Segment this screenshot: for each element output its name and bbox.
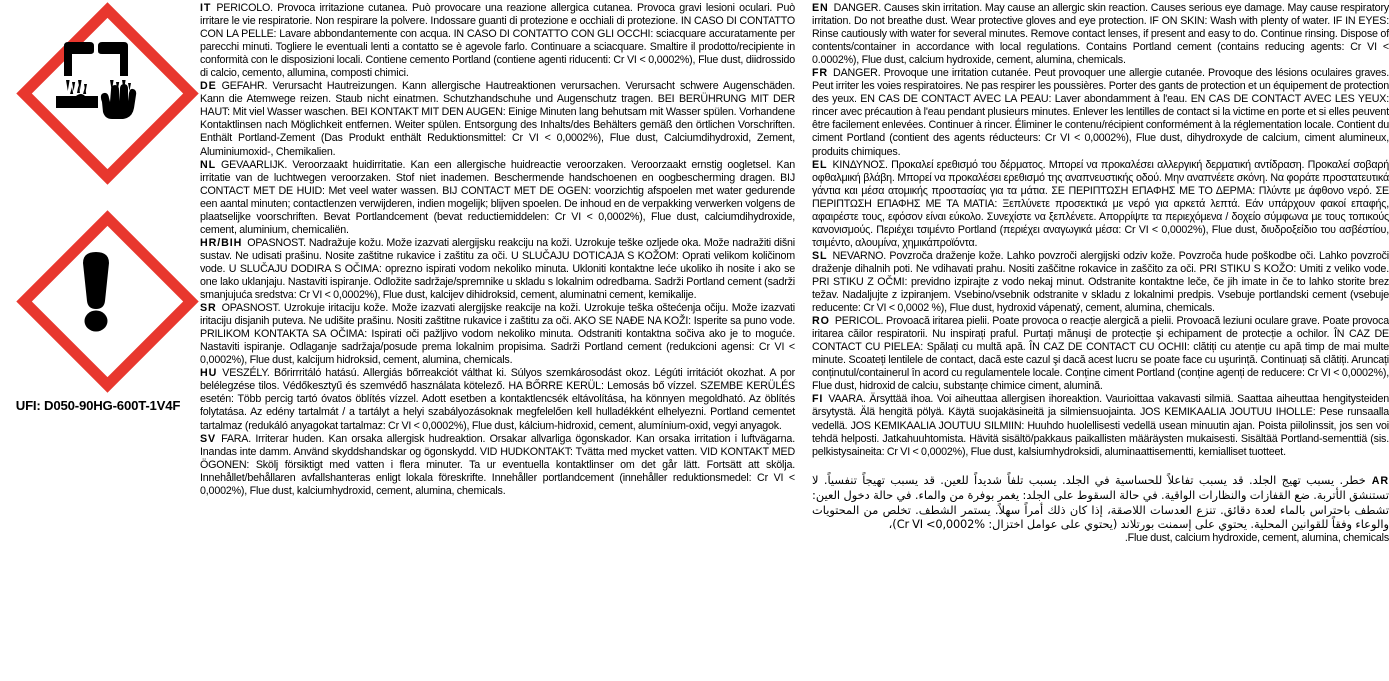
language-text-fr: DANGER. Provoque une irritation cutanée. Peut provoquer une allergie cutanée. Provoque des lésions oculaires graves. Peut irriter les voies respiratoires. Ne pas respirer les poussières. Porter des gants de protection et un équipement de protection des yeux. EN CAS DE CONTACT AVEC LA PEAU: Laver abondamment à l'eau. EN CAS DE CONTACT AVEC LES YEUX: rincer avec précaution à l'eau pendant plusieurs minutes. Enlever les lentilles de contact si la victime en porte et si elles peuvent être facilement enlevées. Continuer à rincer. Éliminer le contenu/récipient conformément à la réglementation locale. Contient du ciment Portland (contient des agents réducteurs: Cr VI < 0,0002%), Flue dust, dihydroxyde de calcium, ciment alumineux, produits chimiques. [812,67,1389,158]
language-text-hr-bih: OPASNOST. Nadražuje kožu. Može izazvati alergijsku reakciju na koži. Uzrokuje teške ozljede oka. Može nadražiti dišni sustav. Ne udisati prašinu. Nosite zaštitne rukavice i zaštitu za oči. U SLUČAJU DOTICAJA S KOŽOM: Oprati velikom količinom vode. U SLUČAJU DODIRA S OČIMA: oprezno ispirati vodom nekoliko minuta. Ukloniti kontaktne leće ukoliko ih nosite i ako se one lako uklanjaju. Nastaviti ispiranje. Odložite sadržaje/spremnike u skladu s lokalnim odredbama. Sadrži Portland cement (sadrži smanjujuća sredstva: Cr VI < 0,0002%), Flue dust, kalcijev dihidroksid, cement, aluminatni cement, kemikalije. [200,236,795,302]
language-block-ar [812,473,1389,532]
language-text-it: PERICOLO. Provoca irritazione cutanea. Può provocare una reazione allergica cutanea. Provoca gravi lesioni oculari. Può irritare le vie respiratorie. Non respirare la polvere. Indossare guanti di protezione e occhiali di protezione. IN CASO DI CONTATTO CON LA PELLE: Lavare abbondantemente con acqua. IN CASO DI CONTATTO CON GLI OCCHI: sciacquare accuratamente per parecchi minuti. Togliere le eventuali lenti a contatto se è agevole farlo. Continuare a sciacquare. Smaltire il prodotto/recipiente in conformità con le disposizioni locali. Contiene cemento Portland (contiene agenti riducenti: Cr VI < 0,0002%), Flue dust, diidrossido di calcio, cemento, allumina, composti chimici. [200,2,795,80]
arabic-block-latin-tail: .Flue dust, calcium hydroxide, cement, alumina, chemicals [1124,532,1389,545]
language-code-el: EL [812,158,828,171]
language-code-ro: RO [812,315,830,328]
language-code-it: IT [200,2,212,14]
language-code-sv: SV [200,432,217,445]
language-text-nl: GEVAARLIJK. Veroorzaakt huidirritatie. Kan een allergische huidreactie veroorzaken. Veroorzaakt ernstig oogletsel. Kan irritatie van de luchtwegen veroorzaken. Stof niet inademen. Beschermende handschoenen en oogbescherming dragen. BIJ CONTACT MET DE HUID: Met veel water wassen. BIJ CONTACT MET DE OGEN: voorzichtig afspoelen met water gedurende een aantal minuten; contactlenzen verwijderen, indien mogelijk; blijven spoelen. De inhoud en de verpakking verwerken volgens de plaatselijke voorschriften. Bevat Portlandcement (bevat reductiemiddelen: Cr VI < 0,0002%), Flue dust, calciumdihydroxide, cement, aluminium, chemicaliën. [200,158,795,236]
language-code-hr-bih: HR/BIH [200,236,243,249]
language-code-nl: NL [200,158,217,171]
language-block-fr [812,67,1389,158]
text-column-left [200,2,795,498]
language-block-hu [200,367,795,432]
arabic-block-spacer [812,459,1389,473]
language-text-ro: PERICOL. Provoacă iritarea pielii. Poate provoca o reacție alergică a pielii. Provoacă leziuni oculare grave. Poate provoca iritarea căilor respiratorii. Nu inspirați praful. Purtați mănuşi de protecție şi echipament de protecție a ochilor. ÎN CAZ DE CONTACT CU PIELEA: Spălați cu multă apă. ÎN CAZ DE CONTACT CU OCHII: clătiți cu atenție cu apă timp de mai multe minute. Scoateți lentilele de contact, dacă este cazul şi dacă acest lucru se poate face cu uşurință. Continuați să clătiți. Aruncați conținutul/containerul în acord cu regulamentele locale. Conține ciment Portland (conține agenți de reducere: Cr VI < 0,0002%), Flue dust, hidroxid de calciu, substanțe chimice ciment, alumină. [812,315,1389,393]
corrosion-icon [20,6,172,158]
language-text-fi: VAARA. Ärsyttää ihoa. Voi aiheuttaa allergisen ihoreaktion. Vaurioittaa vakavasti silmiä. Saattaa aiheuttaa hengitysteiden ärsytystä. Älä hengitä pölyä. Käytä suojakäsineitä ja silmiensuojainta. JOS KEMIKAALIA JOUTUU IHOLLE: Pese runsaalla vedellä. JOS KEMIKAALIA JOUTUU SILMIIN: Huuhdo huolellisesti vedellä usean minuutin ajan. Poista piilolinssit, jos sen voi tehdä helposti. Jatkahuuhtomista. Hävitä sisältö/pakkaus paikallisten määräysten mukaisesti. Sisältää Portland-sementtiä (sis. pelkistysaineita: Cr VI < 0,0002%), Flue dust, kalsiumhydroksidi, aluminaattisementti, kemialliset tuotteet. [812,393,1389,458]
ghs05-corrosion-pictogram [20,6,172,158]
pictogram-column [0,0,196,681]
language-block-el [812,159,1389,250]
language-code-hu: HU [200,367,218,380]
exclamation-mark-icon [20,214,172,366]
language-text-hu: VESZÉLY. Bőrirrritáló hatású. Allergiás bőrreakciót válthat ki. Súlyos szemkárosodást okoz. Légúti irritációt okozhat. A por belélegzése tilos. Védőkesztyű és szemvédő használata kötelező. HA BŐRRE KERÜL: Lemosás bő vízzel. SZEMBE KERÜLÉS esetén: Több percig tartó óvatos öblítés vízzel. Adott esetben a kontaktlencsék eltávolítása, ha könnyen megoldható. Az öblítés folytatása. Az edény tartalmát / a tartályt a helyi szabályozásoknak megfelelően kell hulladékként elhelyezni. Portland cementet tartalmaz (redukáló anyagokat tartalmaz: Cr VI < 0,0002%), Flue dust, kálcium-hidroxid, cement, alumínium-oxid, vegyi anyagok. [200,367,795,432]
multilingual-text-columns [200,0,1389,681]
language-text-ar: خطر. يسبب تهيج الجلد. قد يسبب تفاعلاً للحساسية في الجلد. يسبب تلفاً شديداً للعين. قد يسبب تهيجاً تنفسياً. لا تستنشق الأتربة. ضع القفازات والنظارات الواقية. في حالة السقوط على الجلد: يغمر بوفرة من والماء. في حالة دخول العين: تشطف باحتراس بالماء لعدة دقائق. تنزع العدسات اللاصقة، إذا كان ذلك أمراً سهلاً. يستمر الشطف. تخلص من المحتويات والوعاء وفقاً للقوانين المحلية. يحتوي على إسمنت بورتلاند (يحتوي على عوامل اختزال: %Cr VI <0,0002)، [812,472,1389,532]
language-block-sv [200,433,795,498]
language-block-ro [812,315,1389,393]
language-block-sl [812,250,1389,315]
language-block-sr [200,302,795,367]
language-code-en: EN [812,2,829,14]
language-text-en: DANGER. Causes skin irritation. May cause an allergic skin reaction. Causes serious eye damage. May cause respiratory irritation. Do not breathe dust. Wear protective gloves and eye protection. IF ON SKIN: Wash with plenty of water. IF IN EYES: Rinse cautiously with water for several minutes. Remove contact lenses, if present and easy to do. Continue rinsing. Dispose of contents/container in accordance with local regulations. Contains Portland cement (contains reducing agents: Cr VI < 0.0002%), Flue dust, calcium hydroxide, cement, alumina, chemicals. [812,2,1389,67]
language-text-sv: FARA. Irriterar huden. Kan orsaka allergisk hudreaktion. Orsakar allvarliga ögonskador. Kan orsaka irritation i luftvägarna. Inandas inte damm. Använd skyddshandskar og ögonskydd. VID HUDKONTAKT: Tvätta med mycket vatten. VID KONTAKT MED ÖGONEN: Skölj försiktigt med vatten i flera minuter. Ta ur eventuella kontaktlinser om det går lätt. Fortsätt att skölja. Innehållet/behållaren avfallshanteras enligt lokala föreskrifte. Innehåller portlandcement (innehåller reduktionsmedel: Cr VI < 0,0002%), Flue dust, kalciumhydroxid, cement, alumina, chemicals. [200,432,795,497]
language-text-sl: NEVARNO. Povzroča draženje kože. Lahko povzroči alergijski odziv kože. Povzroča hude poškodbe oči. Lahko povzroči draženje dihalnih poti. Ne vdihavati prahu. Nositi zaščitne rokavice in zaščito za oči. PRI STIKU S KOŽO: Umiti z veliko vode. PRI STIKU Z OČMI: previdno izpirajte z vodo nekaj minut. Odstranite kontaktne leče, če jih imate in če to lahko storite brez težav. Nadaljujte z izpiranjem. Vsebino/vsebnik odstranite v skladu z lokalnimi predpis. Vsebuje portlandski cement (vsebuje reducente: Cr VI < 0,0002 %), Flue dust, hydroxid vápenatý, cement, alumina, chemicals. [812,249,1389,315]
language-text-el: ΚΙΝΔΥΝΟΣ. Προκαλεί ερεθισμό του δέρματος. Μπορεί να προκαλέσει αλλεργική δερματική αντίδραση. Προκαλεί σοβαρή οφθαλμική βλάβη. Μπορεί να προκαλέσει ερεθισμό της αναπνευστικής οδού. Μην αναπνέετε σκόνη. Να φοράτε προστατευτικά γάντια και μέσα ατομικής προστασίας για τα μάτια. ΣΕ ΠΕΡΙΠΤΩΣΗ ΕΠΑΦΗΣ ΜΕ ΤΟ ΔΕΡΜΑ: Πλύντε με άφθονο νερό. ΣΕ ΠΕΡΙΠΤΩΣΗ ΕΠΑΦΗΣ ΜΕ ΤΑ ΜΑΤΙΑ: Ξεπλύνετε προσεκτικά με νερό για αρκετά λεπτά. Εάν υπάρχουν φακοί επαφής, αφαιρέστε τους, εφόσον είναι εύκολο. Συνεχίστε να ξεπλένετε. Απορρίψτε τα περιεχόμενα / δοχείο σύμφωνα με τους τοπικούς κανονισμούς. Περιέχει τσιμέντο Portland (περιέχει αναγωγικά μέσα: Cr VI < 0,0002%), Flue dust, διυδροξείδιο του ασβέστίου, τσιμέντο, αλουμίνα, χημικάπροϊόντα. [812,158,1389,249]
ufi-code: UFI: D050-90HG-600T-1V4F [15,398,181,413]
language-code-ar: AR [1371,474,1389,487]
text-column-right [812,2,1389,545]
language-block-fi [812,393,1389,458]
language-text-sr: OPASNOST. Uzrokuje iritaciju kože. Može izazvati alergijske reakcije na koži. Uzrokuje teška oštećenja očiju. Može izazvati iritaciju disjanih puteva. Ne udišite prašinu. Nositi zaštitne rukavice i zaštitu za oči. AKO SE NAĐE NA KOŽI: Isperite sa puno vode. PRILIKOM KONTAKTA SA OČIMA: Ispirati oči pažljivo vodom nekoliko minuta. Odstraniti kontaktna sočiva ako je to moguće. Nastaviti ispiranje. Odlaganje sadržaja/posude prema lokalnim propisima. Sadrži Portland cement (redukcioni agensi: Cr VI < 0,0002%), Flue dust, kalcijum hidroksid, cement, alumina, chemicals. [200,302,795,367]
language-block-hr-bih [200,237,795,302]
ghs07-exclamation-pictogram [20,214,172,366]
language-block-en [812,2,1389,67]
language-code-de: DE [200,80,217,93]
language-code-sl: SL [812,249,828,262]
language-code-sr: SR [200,302,217,315]
language-text-de: GEFAHR. Verursacht Hautreizungen. Kann allergische Hautreaktionen verursachen. Verursacht schwere Augenschäden. Kann die Atemwege reizen. Staub nicht einatmen. Schutzhandschuhe und Augenschutz tragen. BEI BERÜHRUNG MIT DER HAUT: Mit viel Wasser waschen. BEI KONTAKT MIT DEN AUGEN: Einige Minuten lang behutsam mit Wasser spülen. Vorhandene Kontaktlinsen nach Möglichkeit entfernen. Weiter spülen. Entsorgung des Inhalts/des Behälters gemäß den örtlichen Vorschriften. Enthält Portland-Zement (Das Produkt enthält Reduktionsmittel: Cr VI < 0,0002%), Flue dust, Calciumdihydroxid, Zement, Aluminiumoxid-, Chemikalien. [200,80,795,158]
language-code-fi: FI [812,393,824,406]
language-block-nl [200,159,795,237]
language-block-it [200,2,795,80]
language-code-fr: FR [812,67,829,80]
language-block-de [200,80,795,158]
